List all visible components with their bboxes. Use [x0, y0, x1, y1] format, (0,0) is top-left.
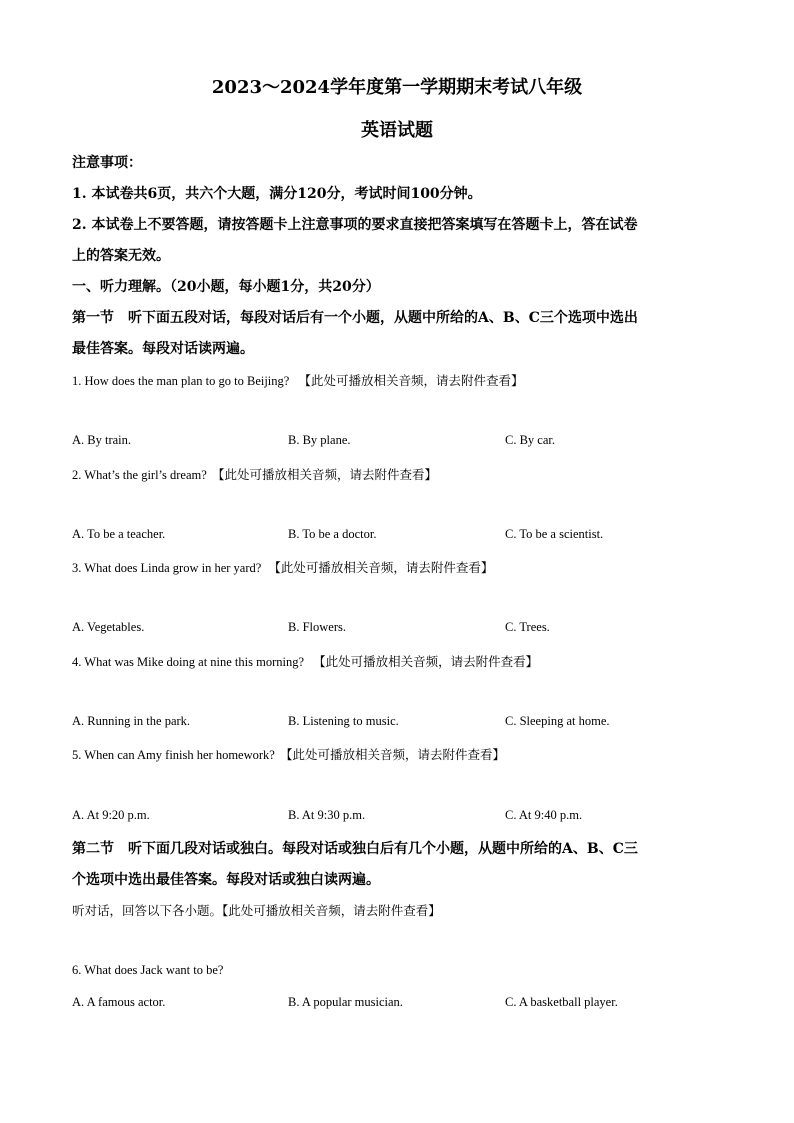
question-1: [72, 371, 523, 389]
question-text: 4. What was Mike doing at nine this morning?: [72, 655, 305, 669]
q4-option-b: B. Listening to music.: [288, 714, 399, 728]
notice-item-2-line1: 2. 本试卷上不要答题，请按答题卡上注意事项的要求直接把答案填写在答题卡上，答在试卷: [72, 217, 638, 233]
section2-instructions-line2: 个选项中选出最佳答案。每段对话或独白读两遍。: [72, 872, 380, 888]
audio-note: 【此处可播放相关音频，请去附件查看】: [268, 561, 494, 575]
notice-item-1: 1. 本试卷共6页，共六个大题，满分120分，考试时间100分钟。: [72, 186, 482, 202]
question-4: [72, 652, 538, 670]
dialogue-intro-text: 听对话，回答以下各小题。: [72, 903, 223, 918]
audio-note: 【此处可播放相关音频，请去附件查看】: [222, 903, 441, 918]
q5-option-b: B. At 9:30 p.m.: [288, 808, 366, 822]
audio-note: 【此处可播放相关音频，请去附件查看】: [211, 468, 437, 482]
question-2: [72, 465, 437, 483]
q2-option-c: C. To be a scientist.: [505, 527, 604, 541]
question-6: 6. What does Jack want to be?: [72, 963, 224, 977]
notice-item-2-line2: 上的答案无效。: [72, 248, 170, 264]
q5-option-a: A. At 9:20 p.m.: [72, 808, 150, 822]
audio-note: 【此处可播放相关音频，请去附件查看】: [279, 748, 505, 762]
q3-option-b: B. Flowers.: [288, 620, 346, 634]
q1-option-b: B. By plane.: [288, 433, 351, 447]
page-title: 2023～2024学年度第一学期期末考试八年级: [211, 77, 583, 98]
q1-option-c: C. By car.: [505, 433, 555, 447]
audio-note: 【此处可播放相关音频，请去附件查看】: [313, 655, 539, 669]
q4-option-a: A. Running in the park.: [72, 714, 191, 728]
question-5: [72, 745, 505, 763]
question-3: [72, 558, 493, 576]
page-subtitle: 英语试题: [361, 120, 433, 141]
q4-option-c: C. Sleeping at home.: [505, 714, 610, 728]
q1-option-a: A. By train.: [72, 433, 132, 447]
section2-instructions-line1: 第二节 听下面几段对话或独白。每段对话或独白后有几个小题，从题中所给的A、B、C三: [72, 841, 638, 857]
dialogue-intro: [72, 901, 441, 919]
q3-option-c: C. Trees.: [505, 620, 550, 634]
q2-option-a: A. To be a teacher.: [72, 527, 166, 541]
question-text: 5. When can Amy finish her homework?: [72, 748, 275, 762]
q5-option-c: C. At 9:40 p.m.: [505, 808, 583, 822]
notice-heading: 注意事项：: [72, 155, 142, 171]
question-text: 3. What does Linda grow in her yard?: [72, 561, 262, 575]
part1-heading: 一、听力理解。（20小题，每小题1分，共20分）: [72, 279, 380, 295]
audio-note: 【此处可播放相关音频，请去附件查看】: [298, 374, 524, 388]
question-text: 1. How does the man plan to go to Beijing?: [72, 374, 290, 388]
section1-instructions-line1: 第一节 听下面五段对话，每段对话后有一个小题，从题中所给的A、B、C三个选项中选出: [72, 310, 638, 326]
q2-option-b: B. To be a doctor.: [288, 527, 377, 541]
q6-option-c: C. A basketball player.: [505, 995, 618, 1009]
q6-option-a: A. A famous actor.: [72, 995, 166, 1009]
q6-option-b: B. A popular musician.: [288, 995, 403, 1009]
q3-option-a: A. Vegetables.: [72, 620, 145, 634]
question-text: 2. What’s the girl’s dream?: [72, 468, 207, 482]
section1-instructions-line2: 最佳答案。每段对话读两遍。: [72, 341, 254, 357]
